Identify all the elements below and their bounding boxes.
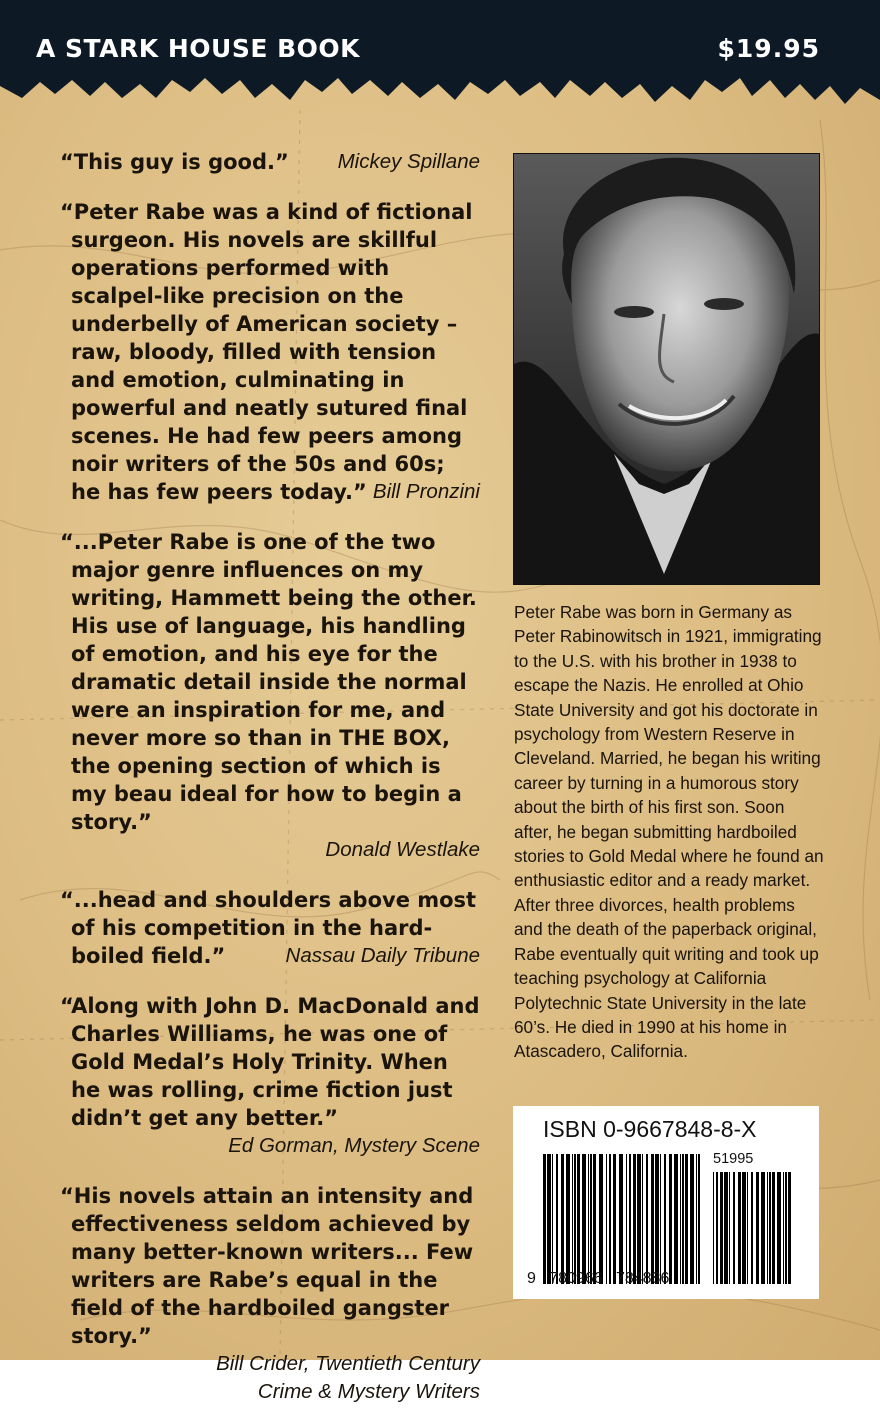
blurb-attribution: Bill Crider, Twentieth Century — [216, 1352, 480, 1375]
blurb-quote — [60, 528, 480, 864]
blurb-text: “His novels attain an intensity and effectiveness seldom achieved by many better-known writers... Few writers are Rabe’s equal in the field of the hardboiled gangster story.” — [60, 1184, 474, 1348]
barcode-bar — [716, 1172, 718, 1284]
barcode-bar — [646, 1154, 648, 1284]
barcode-bar — [593, 1154, 596, 1284]
barcode-bar — [785, 1172, 787, 1284]
publisher-banner-title: A STARK HOUSE BOOK — [36, 34, 361, 63]
blurb-attribution: Mickey Spillane — [337, 150, 480, 173]
barcode-bar — [642, 1154, 643, 1284]
barcode-bar — [747, 1172, 748, 1284]
barcode-bar — [674, 1154, 678, 1284]
blurb-text: “This guy is good.” Mickey Spillane — [60, 150, 480, 174]
barcode-bar — [633, 1154, 636, 1284]
barcode-bar — [729, 1172, 730, 1284]
barcode-box — [513, 1106, 819, 1299]
blurb-attribution: Ed Gorman, Mystery Scene — [228, 1134, 480, 1157]
barcode-bar — [772, 1172, 775, 1284]
barcode-bar — [637, 1154, 641, 1284]
blurb-quote — [60, 1182, 480, 1406]
barcode-bar — [588, 1154, 589, 1284]
barcode-bar — [655, 1154, 659, 1284]
barcode-bar — [696, 1154, 697, 1284]
barcode-bar — [599, 1154, 603, 1284]
barcode-bar — [660, 1154, 661, 1284]
blurb-quote — [60, 886, 480, 970]
barcode-bar — [724, 1172, 728, 1284]
barcode-bar — [626, 1154, 627, 1284]
blurb-text: “Peter Rabe was a kind of fictional surgeon. His novels are skillful operations performed with scalpel-like precision on the underbelly of American society – raw, bloody, filled with tension and emotion, culminating in powerful and neatly sutured final scenes. He had few peers among noir writers of the 50s and 60s; he has few peers today.” Bill Pronzini — [60, 200, 480, 504]
barcode-bar — [720, 1172, 723, 1284]
author-photo — [513, 153, 820, 585]
barcode-bar — [552, 1154, 553, 1284]
blurb-attribution: Crime & Mystery Writers — [257, 1380, 480, 1403]
barcode-bar — [751, 1172, 753, 1284]
barcode-bar — [685, 1154, 688, 1284]
barcode-bar — [680, 1154, 681, 1284]
barcode-bar — [566, 1154, 570, 1284]
blurb-quote — [60, 198, 480, 506]
barcode-bar — [651, 1154, 654, 1284]
barcode-bar — [577, 1154, 580, 1284]
barcode-bar — [698, 1154, 700, 1284]
blurb-text: “...Peter Rabe is one of the two major genre influences on my writing, Hammett being the other. His use of language, his handling of emotion, and his eye for the dramatic detail inside the normal were an inspiration for me, and never more so than in THE BOX, the opening section of which is my beau ideal for how to begin a story.” — [60, 530, 477, 834]
barcode-bar — [742, 1172, 746, 1284]
barcode-bar — [690, 1154, 694, 1284]
barcode-bar — [669, 1154, 672, 1284]
author-portrait-image — [514, 154, 819, 584]
price: $19.95 — [717, 34, 820, 63]
barcode-bar — [590, 1154, 592, 1284]
barcode-bar — [767, 1172, 768, 1284]
blurb-quote — [60, 992, 480, 1160]
barcode-bar — [682, 1154, 684, 1284]
barcode-bar — [761, 1172, 765, 1284]
barcode-bar — [756, 1172, 759, 1284]
barcode-bar — [574, 1154, 576, 1284]
blurb-attribution: Donald Westlake — [325, 838, 480, 861]
barcode-bar — [609, 1154, 611, 1284]
barcode-bar — [547, 1154, 551, 1284]
blurb-attribution: Nassau Daily Tribune — [285, 944, 480, 967]
barcode-bar — [664, 1154, 666, 1284]
barcode-bar — [619, 1154, 623, 1284]
author-biography: Peter Rabe was born in Germany as Peter Rabinowitsch in 1921, immigrating to the U.S. with his brother in 1938 to escape the Nazis. He enrolled at Ohio State University and got his doctorate in psychology from Western Reserve in Cleveland. Married, he began his writing career by turning in a humorous story about the birth of his first son. Soon after, he began submitting hardboiled stories to Gold Medal where he found an enthusiastic editor and a ready market. After three divorces, health problems and the death of the paperback original, Rabe eventually quit writing and took up teaching psychology at California Polytechnic State University in the late 60’s. He died in 1990 at his home in Atascadero, California. — [514, 602, 824, 1062]
barcode-bar — [561, 1154, 564, 1284]
isbn: ISBN 0-9667848-8-X — [543, 1116, 757, 1142]
barcode-bar — [738, 1172, 741, 1284]
barcode-bar — [777, 1172, 781, 1284]
barcode-bar — [543, 1154, 546, 1284]
barcode-bar — [629, 1154, 631, 1284]
price-code: 51995 — [713, 1151, 754, 1167]
barcode-bar — [613, 1154, 616, 1284]
blurb-attribution: Bill Pronzini — [372, 480, 480, 503]
barcode-bar — [788, 1172, 791, 1284]
barcode-bar — [582, 1154, 586, 1284]
barcode-bar — [733, 1172, 735, 1284]
blurb-quote — [60, 148, 480, 176]
barcode-bar — [769, 1172, 771, 1284]
barcode-bar — [556, 1154, 558, 1284]
barcode-bar — [606, 1154, 607, 1284]
barcode-bar — [572, 1154, 573, 1284]
barcode-bar — [713, 1172, 714, 1284]
blurb-text: “Along with John D. MacDonald and Charles Williams, he was one of Gold Medal’s Holy Trinity. When he was rolling, crime fiction just didn’t get any better.” — [60, 994, 480, 1130]
barcode-digits: 9 780966 784886 — [527, 1270, 670, 1287]
barcode-bar — [783, 1172, 784, 1284]
blurbs-column — [60, 148, 480, 1428]
blurb-text: “...head and shoulders above most of his competition in the hard-boiled field.” Nassau Daily Tribune — [60, 888, 480, 968]
